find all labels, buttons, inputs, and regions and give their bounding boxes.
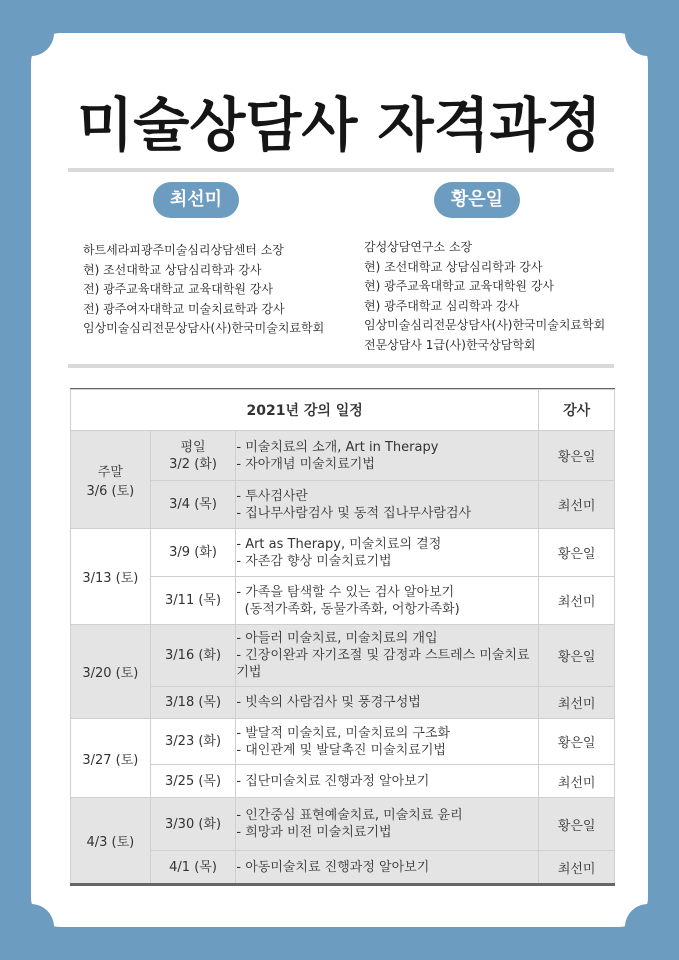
session-content-cell [236, 851, 539, 884]
instructor-2-credentials [364, 238, 605, 355]
session-day-value: 3/2 (화) [169, 456, 217, 472]
corner-notch-bottom-left [8, 904, 54, 950]
session-day-cell [150, 851, 236, 884]
session-day-label: 평일 [180, 439, 206, 455]
session-content-cell [236, 431, 539, 481]
table-row [71, 687, 615, 719]
credential-line: 현) 광주대학교 심리학과 강사 [364, 298, 520, 313]
poster-title: 미술상담사 자격과정 [77, 91, 602, 159]
session-day-cell [150, 687, 236, 719]
content-line: - 투사검사란 [236, 488, 308, 504]
session-content-cell [236, 687, 539, 719]
week-date-value: 4/3 (토) [86, 835, 135, 850]
instructor-1-name-badge: 최선미 [153, 182, 239, 218]
session-day-cell [150, 798, 236, 851]
session-instructor-cell: 황은일 [539, 798, 615, 851]
credential-line: 전) 광주교육대학교 교육대학원 강사 [83, 282, 274, 296]
content-line: - 자아개념 미술치료기법 [236, 456, 375, 472]
session-content-cell [236, 798, 539, 851]
session-instructor-cell: 황은일 [539, 719, 615, 765]
session-content-cell [236, 529, 539, 577]
schedule-table [70, 389, 615, 884]
session-day-cell [150, 431, 236, 481]
session-content-cell [236, 577, 539, 625]
table-bottom-border [70, 883, 615, 886]
content-line: 기법 [236, 665, 262, 680]
table-row [71, 851, 615, 884]
session-day-value: 3/11 (목) [165, 593, 222, 608]
session-day-value: 3/18 (목) [165, 695, 222, 710]
session-day-cell [150, 577, 236, 625]
content-line: - 긴장이완과 자기조절 및 감정과 스트레스 미술치료 [236, 648, 530, 663]
table-row [71, 431, 615, 481]
content-line: - Art as Therapy, 미술치료의 결정 [236, 536, 442, 552]
session-instructor-cell: 황은일 [539, 529, 615, 577]
session-instructor-cell: 황은일 [539, 625, 615, 687]
week-date-cell [71, 798, 151, 884]
content-line: - 집나무사람검사 및 동적 집나무사람검사 [236, 505, 472, 521]
credential-line: 현) 광주교육대학교 교육대학원 강사 [364, 279, 555, 293]
corner-notch-bottom-right [625, 904, 671, 950]
table-header-row [71, 390, 615, 431]
week-date-value: 3/6 (토) [86, 483, 135, 499]
week-date-cell [71, 719, 151, 798]
content-line: - 희망과 비전 미술치료기법 [236, 825, 392, 840]
credential-line: 감성상담연구소 소장 [364, 240, 473, 254]
week-date-cell [71, 529, 151, 625]
content-line: - 인간중심 표현예술치료, 미술치료 윤리 [236, 808, 463, 823]
divider-top [68, 168, 614, 172]
content-line: - 아동미술치료 진행과정 알아보기 [236, 859, 430, 875]
content-line: - 자존감 향상 미술치료기법 [236, 553, 392, 569]
content-line: - 집단미술치료 진행과정 알아보기 [236, 773, 430, 789]
table-row [71, 719, 615, 765]
credential-line: 하트세라피광주미술심리상담센터 소장 [83, 243, 284, 257]
session-content-cell [236, 765, 539, 798]
session-day-value: 3/23 (화) [165, 734, 222, 749]
session-day-cell [150, 719, 236, 765]
credential-line: 임상미술심리전문상담사(사)한국미술치료학회 [364, 318, 606, 332]
table-row [71, 765, 615, 798]
session-day-cell [150, 481, 236, 529]
table-row [71, 577, 615, 625]
session-instructor-cell: 최선미 [539, 687, 615, 719]
session-day-cell [150, 625, 236, 687]
table-row [71, 625, 615, 687]
credential-line: 현) 조선대학교 상담심리학과 강사 [83, 262, 262, 277]
content-line: (동적가족화, 동물가족화, 어항가족화) [236, 601, 460, 617]
session-day-value: 3/25 (목) [165, 773, 222, 789]
week-date-cell [71, 431, 151, 529]
session-day-value: 3/16 (화) [165, 648, 222, 663]
session-content-cell [236, 719, 539, 765]
session-day-value: 3/9 (화) [169, 545, 217, 560]
table-row [71, 529, 615, 577]
week-date-value: 3/27 (토) [82, 752, 139, 768]
session-instructor-cell: 최선미 [539, 765, 615, 798]
credential-line: 현) 조선대학교 상담심리학과 강사 [364, 259, 543, 274]
session-day-value: 3/30 (화) [165, 816, 222, 832]
table-row [71, 798, 615, 851]
schedule-header: 2021년 강의 일정 [71, 390, 539, 431]
divider-middle [68, 364, 614, 368]
content-line: - 미술치료의 소개, Art in Therapy [236, 439, 439, 455]
content-line: - 가족을 탐색할 수 있는 검사 알아보기 [236, 584, 455, 600]
session-content-cell [236, 625, 539, 687]
corner-notch-top-right [625, 10, 671, 56]
session-instructor-cell: 최선미 [539, 577, 615, 625]
session-day-value: 4/1 (목) [169, 859, 217, 875]
content-line: - 빗속의 사람검사 및 풍경구성법 [236, 695, 421, 710]
content-line: - 아들러 미술치료, 미술치료의 개입 [236, 631, 438, 646]
credential-line: 전) 광주여자대학교 미술치료학과 강사 [83, 301, 285, 316]
corner-notch-top-left [8, 10, 54, 56]
session-day-cell [150, 765, 236, 798]
instructor-1-credentials [83, 241, 324, 339]
week-date-label: 주말 [97, 464, 123, 480]
week-date-value: 3/20 (토) [82, 666, 139, 681]
session-day-value: 3/4 (목) [169, 497, 217, 512]
table-row [71, 481, 615, 529]
session-day-cell [150, 529, 236, 577]
session-content-cell [236, 481, 539, 529]
session-instructor-cell: 최선미 [539, 851, 615, 884]
content-line: - 발달적 미술치료, 미술치료의 구조화 [236, 725, 451, 741]
content-line: - 대인관계 및 발달촉진 미술치료기법 [236, 742, 446, 758]
session-instructor-cell: 황은일 [539, 431, 615, 481]
session-instructor-cell: 최선미 [539, 481, 615, 529]
week-date-cell [71, 625, 151, 719]
week-date-value: 3/13 (토) [82, 571, 139, 586]
instructor-header: 강사 [539, 390, 615, 431]
instructor-2-name-badge: 황은일 [434, 182, 520, 218]
credential-line: 임상미술심리전문상담사(사)한국미술치료학회 [83, 321, 325, 335]
credential-line: 전문상담사 1급(사)한국상담학회 [364, 337, 536, 352]
